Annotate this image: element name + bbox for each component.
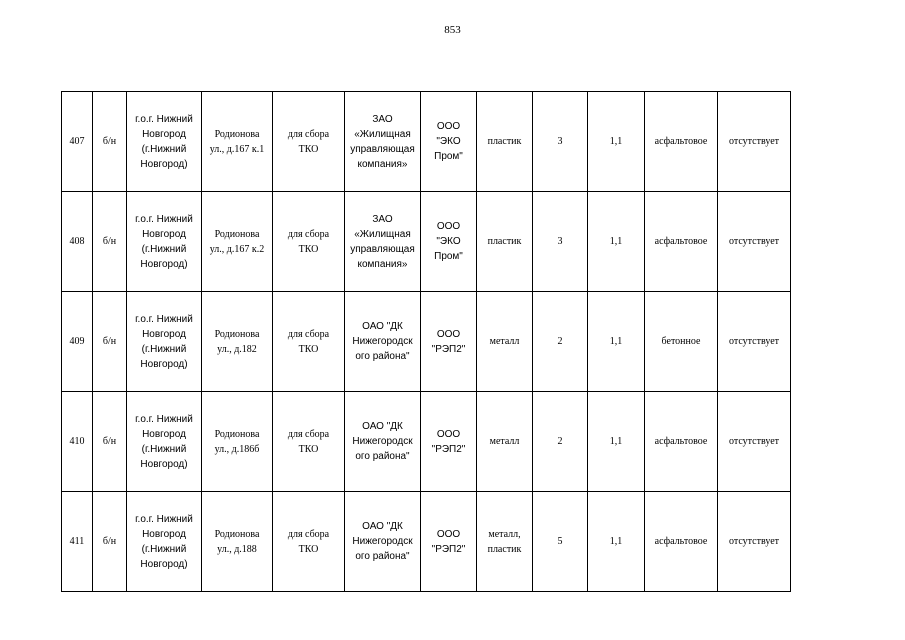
address-cell	[202, 392, 273, 492]
cell-line: ООО	[436, 528, 461, 540]
table-row	[62, 192, 791, 292]
cell-line: г.о.г. Нижний	[135, 113, 193, 125]
cell-line: "РЭП2"	[431, 543, 466, 555]
container-material-cell	[477, 192, 533, 292]
cell-line: ул., д.167 к.2	[209, 243, 265, 255]
cell-line: г.о.г. Нижний	[135, 313, 193, 325]
owner-cell	[345, 192, 421, 292]
row-number-cell: 407	[62, 92, 93, 192]
row-number-cell: 408	[62, 192, 93, 292]
cell-line: "РЭП2"	[431, 343, 466, 355]
owner-cell	[345, 292, 421, 392]
cell-line: (г.Нижний	[141, 243, 187, 255]
table-row	[62, 492, 791, 592]
container-volume-cell: 1,1	[588, 492, 645, 592]
cell-line: Новгород	[142, 328, 186, 340]
container-count-cell: 3	[533, 192, 588, 292]
cell-line: ЗАО	[372, 113, 393, 125]
fence-cell: отсутствует	[718, 392, 791, 492]
container-material-cell	[477, 492, 533, 592]
address-cell	[202, 92, 273, 192]
cell-line: для сбора	[287, 228, 330, 240]
municipality-cell	[127, 392, 202, 492]
table-row	[62, 92, 791, 192]
owner-cell	[345, 92, 421, 192]
fence-cell: отсутствует	[718, 292, 791, 392]
operator-cell	[421, 192, 477, 292]
purpose-cell	[273, 92, 345, 192]
cell-line: ТКО	[298, 243, 319, 255]
cell-line: ул., д.167 к.1	[209, 143, 265, 155]
municipality-cell	[127, 292, 202, 392]
cell-line: ул., д.188	[217, 543, 257, 555]
owner-cell	[345, 392, 421, 492]
cell-line: "ЭКО	[436, 236, 461, 247]
site-code-cell: б/н	[93, 492, 127, 592]
cell-line: ООО	[436, 428, 461, 440]
site-code-cell: б/н	[93, 392, 127, 492]
row-number-cell: 410	[62, 392, 93, 492]
cell-line: ОАО "ДК	[362, 521, 403, 532]
cell-line: металл,	[488, 528, 521, 540]
operator-cell	[421, 292, 477, 392]
surface-type-cell: бетонное	[645, 292, 718, 392]
cell-line: Новгород)	[140, 558, 188, 570]
cell-line: ООО	[436, 121, 461, 132]
row-number-cell: 409	[62, 292, 93, 392]
container-count-cell: 3	[533, 92, 588, 192]
cell-line: компания»	[357, 158, 408, 170]
cell-line: Новгород)	[140, 158, 188, 170]
container-count-cell: 2	[533, 292, 588, 392]
container-material-cell	[477, 92, 533, 192]
operator-cell	[421, 392, 477, 492]
cell-line: ОАО "ДК	[362, 421, 403, 432]
cell-line: Новгород	[142, 128, 186, 140]
cell-line: управляющая	[350, 143, 415, 155]
fence-cell: отсутствует	[718, 92, 791, 192]
cell-line: Новгород	[142, 428, 186, 440]
municipality-cell	[127, 192, 202, 292]
cell-line: ого района"	[355, 551, 410, 562]
cell-line: Новгород	[142, 528, 186, 540]
cell-line: металл	[489, 336, 520, 347]
cell-line: ТКО	[298, 143, 319, 155]
municipality-cell	[127, 492, 202, 592]
site-code-cell: б/н	[93, 292, 127, 392]
container-material-cell	[477, 392, 533, 492]
cell-line: компания»	[357, 258, 408, 270]
cell-line: Нижегородск	[352, 336, 413, 347]
cell-line: "ЭКО	[436, 136, 461, 147]
cell-line: ого района"	[355, 451, 410, 462]
cell-line: Родионова	[214, 228, 260, 240]
container-volume-cell: 1,1	[588, 92, 645, 192]
cell-line: «Жилищная	[354, 128, 411, 140]
operator-cell	[421, 492, 477, 592]
surface-type-cell: асфальтовое	[645, 392, 718, 492]
cell-line: ТКО	[298, 543, 319, 555]
cell-line: Новгород)	[140, 458, 188, 470]
cell-line: пластик	[487, 236, 522, 247]
cell-line: ул., д.182	[217, 343, 257, 355]
cell-line: ОАО "ДК	[362, 321, 403, 332]
surface-type-cell: асфальтовое	[645, 92, 718, 192]
cell-line: г.о.г. Нижний	[135, 413, 193, 425]
cell-line: Пром"	[434, 251, 463, 262]
purpose-cell	[273, 492, 345, 592]
cell-line: Пром"	[434, 151, 463, 162]
cell-line: управляющая	[350, 243, 415, 255]
operator-cell	[421, 92, 477, 192]
cell-line: ЗАО	[372, 213, 393, 225]
container-volume-cell: 1,1	[588, 292, 645, 392]
cell-line: (г.Нижний	[141, 343, 187, 355]
cell-line: (г.Нижний	[141, 543, 187, 555]
cell-line: (г.Нижний	[141, 143, 187, 155]
cell-line: Родионова	[214, 128, 260, 140]
owner-cell	[345, 492, 421, 592]
cell-line: Родионова	[214, 428, 260, 440]
address-cell	[202, 292, 273, 392]
cell-line: пластик	[487, 543, 522, 555]
container-count-cell: 2	[533, 392, 588, 492]
table-row	[62, 392, 791, 492]
cell-line: металл	[489, 436, 520, 447]
cell-line: г.о.г. Нижний	[135, 513, 193, 525]
container-volume-cell: 1,1	[588, 392, 645, 492]
container-count-cell: 5	[533, 492, 588, 592]
container-material-cell	[477, 292, 533, 392]
waste-sites-table	[61, 91, 791, 592]
container-volume-cell: 1,1	[588, 192, 645, 292]
cell-line: Новгород)	[140, 358, 188, 370]
cell-line: г.о.г. Нижний	[135, 213, 193, 225]
site-code-cell: б/н	[93, 92, 127, 192]
fence-cell: отсутствует	[718, 492, 791, 592]
cell-line: Новгород	[142, 228, 186, 240]
purpose-cell	[273, 292, 345, 392]
cell-line: Родионова	[214, 528, 260, 540]
surface-type-cell: асфальтовое	[645, 192, 718, 292]
cell-line: "РЭП2"	[431, 443, 466, 455]
municipality-cell	[127, 92, 202, 192]
row-number-cell: 411	[62, 492, 93, 592]
cell-line: ООО	[436, 221, 461, 232]
address-cell	[202, 492, 273, 592]
cell-line: Новгород)	[140, 258, 188, 270]
fence-cell: отсутствует	[718, 192, 791, 292]
cell-line: ого района"	[355, 351, 410, 362]
address-cell	[202, 192, 273, 292]
cell-line: Родионова	[214, 328, 260, 340]
cell-line: для сбора	[287, 328, 330, 340]
cell-line: Нижегородск	[352, 536, 413, 547]
cell-line: для сбора	[287, 128, 330, 140]
surface-type-cell: асфальтовое	[645, 492, 718, 592]
cell-line: для сбора	[287, 428, 330, 440]
site-code-cell: б/н	[93, 192, 127, 292]
cell-line: для сбора	[287, 528, 330, 540]
table-row	[62, 292, 791, 392]
cell-line: (г.Нижний	[141, 443, 187, 455]
cell-line: ООО	[436, 328, 461, 340]
cell-line: Нижегородск	[352, 436, 413, 447]
purpose-cell	[273, 392, 345, 492]
cell-line: ул., д.186б	[214, 443, 260, 455]
page-number: 853	[444, 24, 461, 36]
cell-line: «Жилищная	[354, 228, 411, 240]
cell-line: ТКО	[298, 343, 319, 355]
cell-line: ТКО	[298, 443, 319, 455]
cell-line: пластик	[487, 136, 522, 147]
purpose-cell	[273, 192, 345, 292]
